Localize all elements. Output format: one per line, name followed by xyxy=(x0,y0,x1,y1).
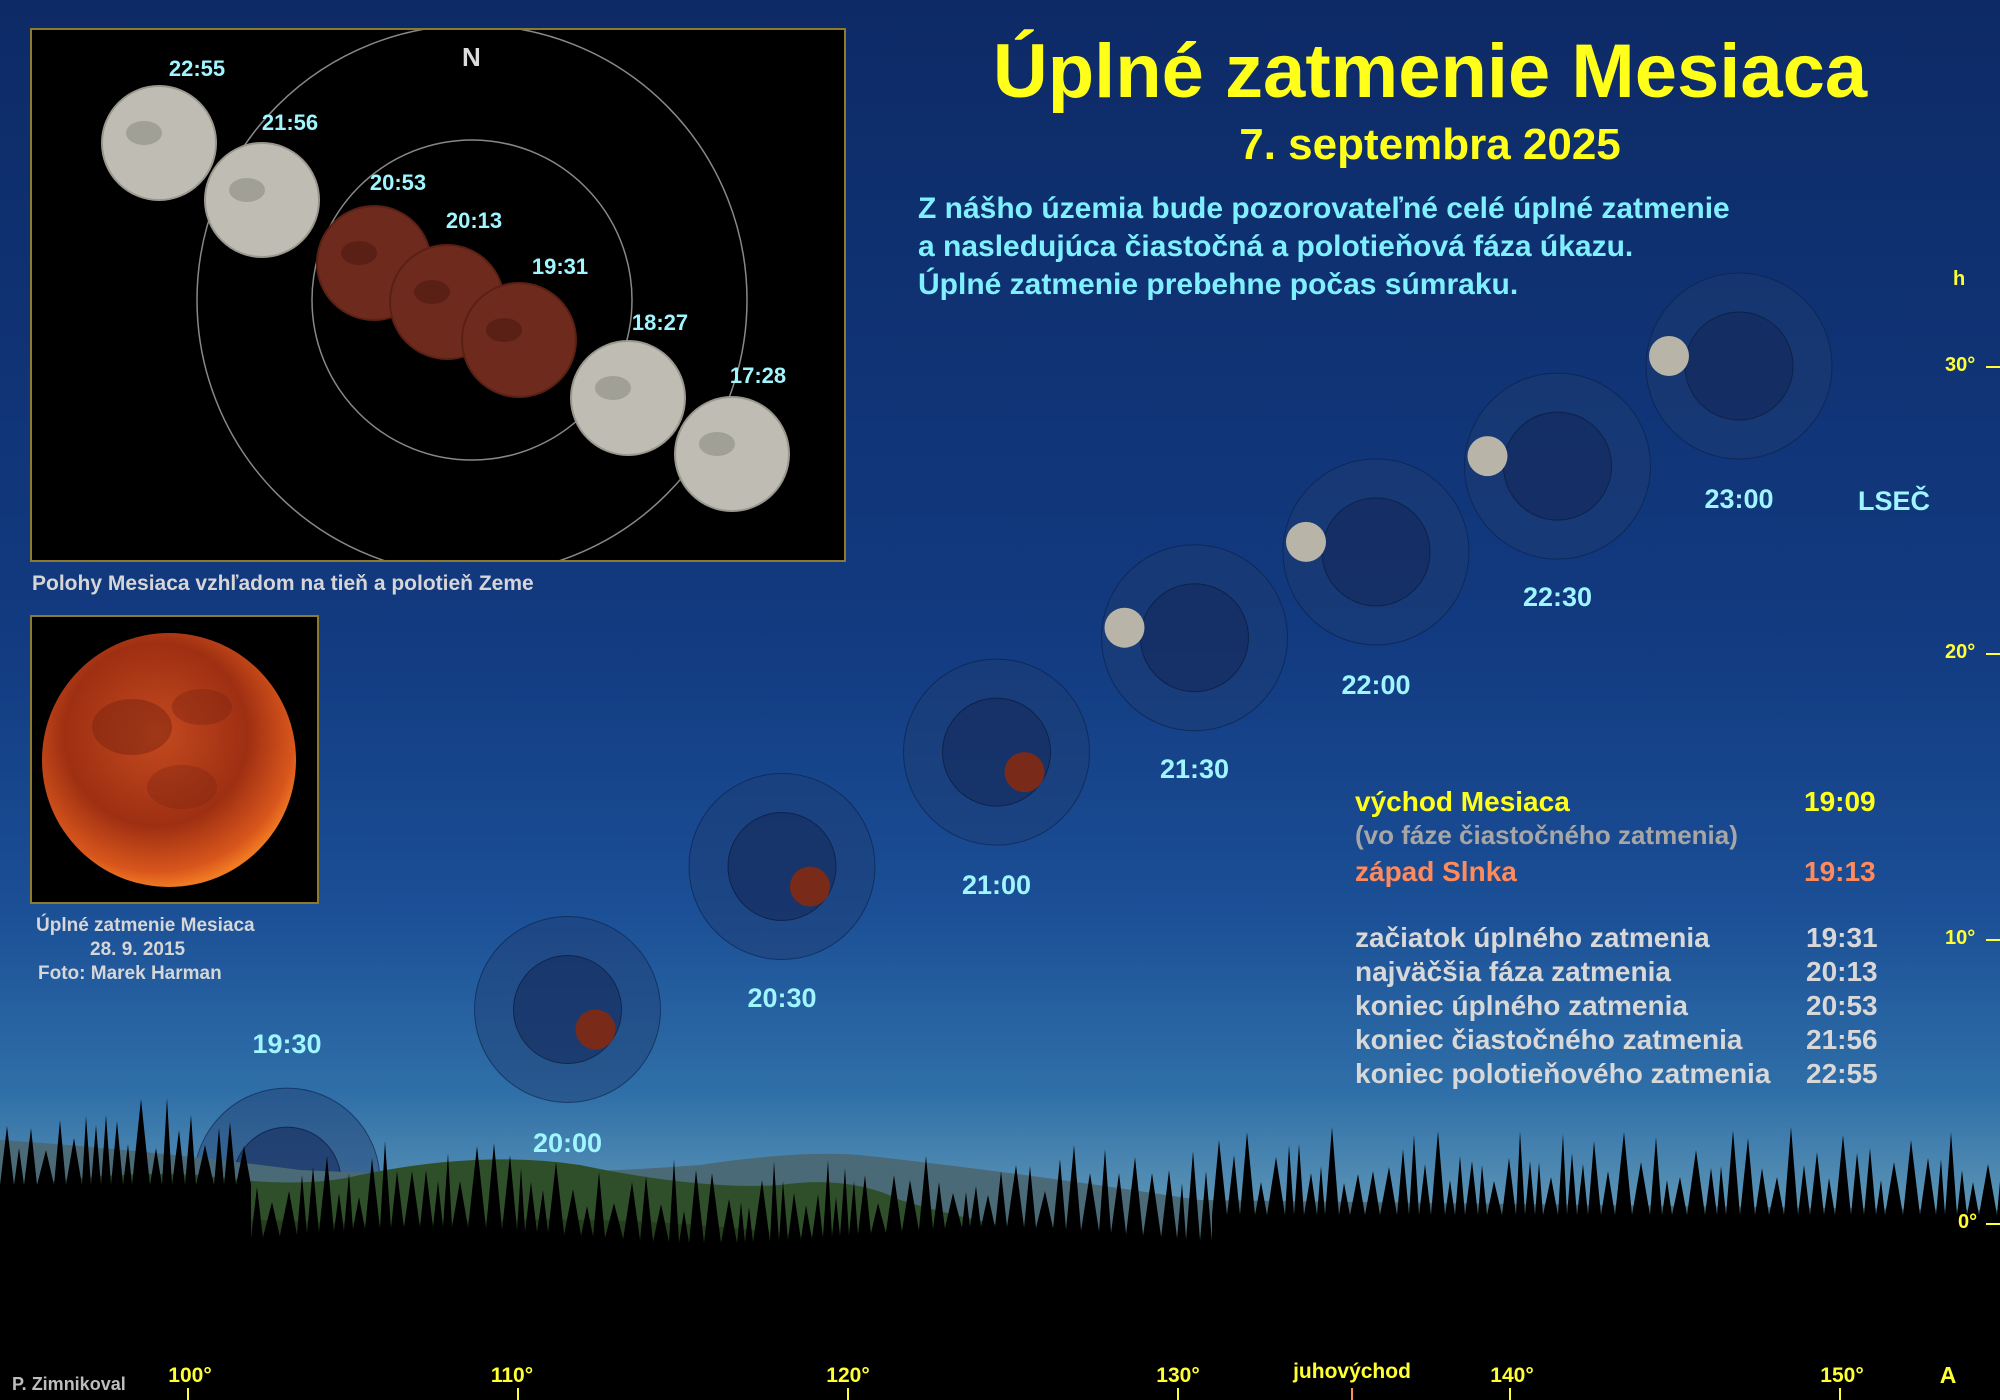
sky-position-6 xyxy=(1465,373,1651,559)
sky-time-label: 20:30 xyxy=(747,982,817,1013)
event-time: 20:13 xyxy=(1806,956,1878,987)
event-time: 22:55 xyxy=(1806,1058,1878,1089)
azimuth-tick-140: 140° xyxy=(1490,1364,1534,1387)
umbra-disc xyxy=(1141,584,1249,692)
inset-time-label: 18:27 xyxy=(631,310,689,335)
moon-marker xyxy=(1468,436,1508,476)
inset-time-label: 21:56 xyxy=(261,110,319,135)
sky-time-label: 21:00 xyxy=(961,870,1032,901)
inset-moon-0 xyxy=(102,86,216,200)
sky-position-1 xyxy=(475,917,661,1103)
sky-time-label: 23:00 xyxy=(1704,484,1774,514)
event-label: koniec polotieňového zatmenia xyxy=(1355,1058,1771,1089)
inset-moon-mare xyxy=(341,241,377,265)
altitude-tick-10: 10° xyxy=(1945,927,1976,949)
azimuth-tick-100: 100° xyxy=(168,1364,212,1387)
azimuth-tick-120: 120° xyxy=(826,1364,870,1387)
umbra-disc xyxy=(728,813,836,921)
inset-time-label: 20:13 xyxy=(445,208,503,233)
inset-moon-4 xyxy=(462,283,576,397)
shadow-diagram-inset xyxy=(30,28,846,562)
inset-time-label: 22:55 xyxy=(168,56,226,81)
moon-marker xyxy=(1105,608,1145,648)
time-zone-label: LSEČ xyxy=(1858,486,1931,516)
sky-position-2 xyxy=(689,774,875,960)
umbra-disc xyxy=(943,698,1051,806)
sky-time-label: 21:30 xyxy=(1159,753,1230,784)
azimuth-tick-110: 110° xyxy=(490,1364,534,1387)
event-label: začiatok úplného zatmenia xyxy=(1355,922,1710,953)
inset-moon-6 xyxy=(675,397,789,511)
page-title: Úplné zatmenie Mesiaca xyxy=(992,29,1868,114)
umbra-disc xyxy=(514,956,622,1064)
inset-moon-mare xyxy=(229,178,265,202)
north-label: N xyxy=(462,42,481,72)
event-label: koniec úplného zatmenia xyxy=(1355,990,1688,1021)
umbra-disc xyxy=(1322,498,1430,606)
inset-moon-mare xyxy=(699,432,735,456)
event-label: koniec čiastočného zatmenia xyxy=(1355,1024,1743,1055)
sky-time-label: 22:30 xyxy=(1522,582,1593,613)
inset-moon-1 xyxy=(205,143,319,257)
azimuth-tick-150: 150° xyxy=(1820,1364,1864,1387)
azimuth-unit: A xyxy=(1939,1362,1957,1388)
photo-caption-3: Foto: Marek Harman xyxy=(38,963,222,984)
moonrise-time: 19:09 xyxy=(1804,786,1876,817)
event-time: 20:53 xyxy=(1806,990,1878,1021)
altitude-tick-30: 30° xyxy=(1945,354,1976,376)
moon-marker xyxy=(576,1010,616,1050)
inset-moon-mare xyxy=(126,121,162,145)
photo-caption-2: 28. 9. 2015 xyxy=(90,939,186,960)
moon-marker xyxy=(1286,522,1326,562)
shadow-diagram-caption: Polohy Mesiaca vzhľadom na tieň a polotieň Zeme xyxy=(32,572,534,595)
moon-marker xyxy=(790,867,830,907)
umbra-disc xyxy=(1685,312,1793,420)
inset-time-label: 17:28 xyxy=(729,363,787,388)
sky-time-label: 22:00 xyxy=(1341,669,1411,700)
umbra-disc xyxy=(1504,412,1612,520)
inset-moon-5 xyxy=(571,341,685,455)
intro-line-1: Z nášho územia bude pozorovateľné celé úplné zatmenie xyxy=(918,192,1730,225)
sunset-time: 19:13 xyxy=(1804,856,1876,887)
intro-line-3: Úplné zatmenie prebehne počas súmraku. xyxy=(918,268,1519,301)
event-time: 19:31 xyxy=(1806,922,1878,953)
inset-moon-mare xyxy=(414,280,450,304)
shadow-diagram xyxy=(32,30,844,560)
sky-position-3 xyxy=(904,659,1090,845)
page-subtitle: 7. septembra 2025 xyxy=(1239,120,1621,169)
sky-position-4 xyxy=(1102,545,1288,731)
intro-line-2: a nasledujúca čiastočná a polotieňová fáza úkazu. xyxy=(918,230,1634,263)
photo-caption-1: Úplné zatmenie Mesiaca xyxy=(36,915,255,936)
azimuth-tick-130: 130° xyxy=(1156,1364,1200,1387)
moon-marker xyxy=(1649,336,1689,376)
moon-marker xyxy=(1005,752,1045,792)
inset-time-label: 20:53 xyxy=(369,170,427,195)
event-time: 21:56 xyxy=(1806,1024,1878,1055)
moonrise-label: východ Mesiaca xyxy=(1355,786,1570,817)
event-label: najväčšia fáza zatmenia xyxy=(1355,956,1671,987)
altitude-unit: h xyxy=(1953,268,1966,290)
moonrise-note: (vo fáze čiastočného zatmenia) xyxy=(1355,820,1738,850)
inset-moon-mare xyxy=(486,318,522,342)
sky-position-5 xyxy=(1283,459,1469,645)
sunset-label: západ Slnka xyxy=(1355,856,1517,887)
photo-inset xyxy=(30,615,319,904)
inset-time-label: 19:31 xyxy=(531,254,589,279)
sky-time-label: 20:00 xyxy=(532,1127,603,1158)
inset-moon-mare xyxy=(595,376,631,400)
author-credit: P. Zimnikoval xyxy=(12,1374,126,1394)
sky-position-7 xyxy=(1646,273,1832,459)
sky-time-label: 19:30 xyxy=(252,1029,322,1060)
altitude-tick-20: 20° xyxy=(1945,641,1976,663)
azimuth-direction-label: juhovýchod xyxy=(1293,1360,1411,1383)
altitude-tick-0: 0° xyxy=(1958,1211,1978,1233)
blood-moon-photo xyxy=(32,617,317,902)
